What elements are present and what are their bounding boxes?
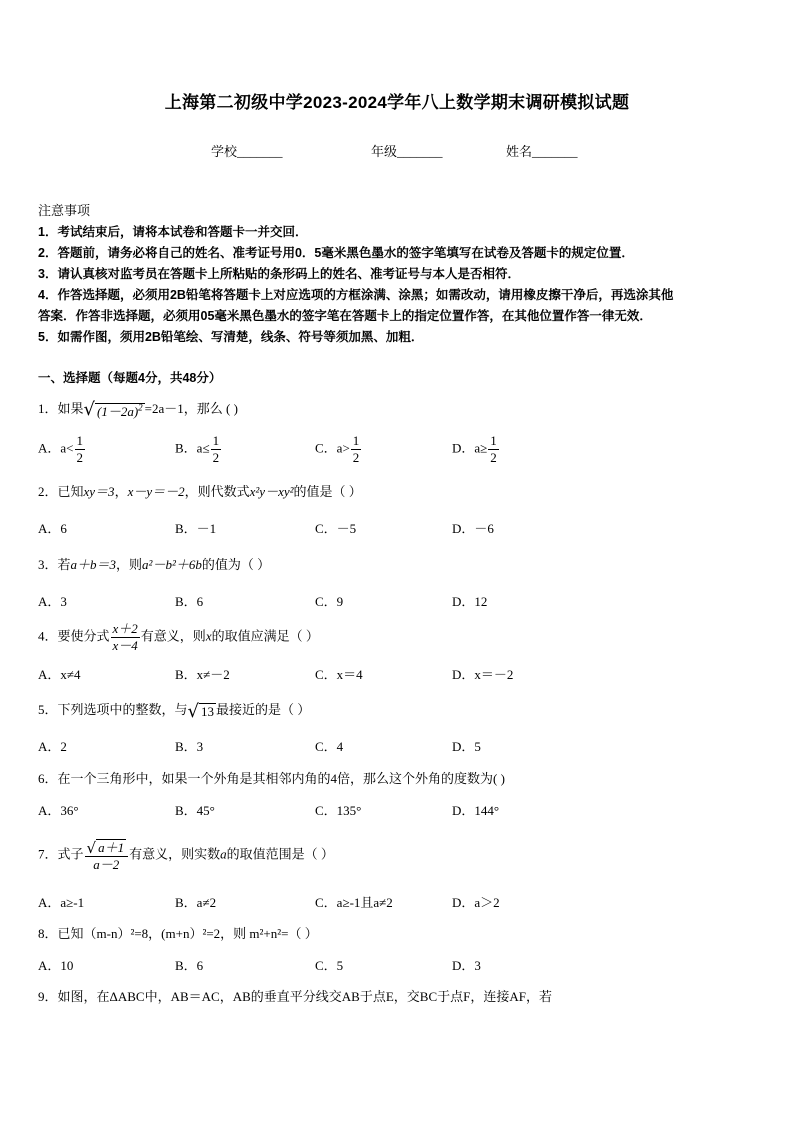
q4-option-d[interactable]: D．x＝－2 [452,667,514,682]
q6-option-b[interactable]: B．45° [175,803,215,818]
q2-option-a[interactable]: A．6 [38,521,67,536]
section-heading: 一、选择题（每题4分，共48分） [38,371,222,385]
q6-option-d[interactable]: D．144° [452,803,500,818]
q8-option-c[interactable]: C．5 [315,958,344,973]
q7-option-d[interactable]: D．a＞2 [452,895,500,910]
q7-option-a[interactable]: A．a≥-1 [38,895,85,910]
question-3: 3．若a＋b＝3，则a²－b²＋6b的值为（ ） [38,557,271,572]
q5-option-c[interactable]: C．4 [315,739,344,754]
notice-item-1: 1．考试结束后，请将本试卷和答题卡一并交回． [38,225,308,239]
q4-option-a[interactable]: A．x≠4 [38,667,81,682]
q2-option-d[interactable]: D．－6 [452,521,494,536]
q6-option-c[interactable]: C．135° [315,803,362,818]
q1-option-d[interactable]: D．a≥ $\frac{1}{2}$ [452,433,497,465]
q1-option-b[interactable]: B．a≤ $\frac{1}{2}$ [175,433,220,465]
q5-option-a[interactable]: A．2 [38,739,67,754]
question-9: 9．如图，在ΔABC中，AB＝AC，AB的垂直平分线交AB于点E，交BC于点F，连接AF，若 [38,989,552,1004]
grade-field[interactable]: 年级_______ [371,144,443,159]
notice-item-4: 4．作答选择题，必须用2B铅笔将答题卡上对应选项的方框涂满、涂黑；如需改动，请用橡皮擦干净后，再选涂其他 [38,288,674,302]
page-title: 上海第二初级中学2023-2024学年八上数学期末调研模拟试题 [164,93,630,112]
sqrt-expression: √ $(1-2a)^2$ [83,399,143,421]
question-6: 6．在一个三角形中，如果一个外角是其相邻内角的4倍，那么这个外角的度数为( ) [38,771,505,786]
q8-option-b[interactable]: B．6 [175,958,204,973]
question-7: 7．式子 $\frac{√ a+1}{a-2}$ 有意义，则实数a的取值范围是（ ） [38,838,334,872]
notice-item-5: 5．如需作图，须用2B铅笔绘、写清楚，线条、符号等须加黑、加粗． [38,330,424,344]
q3-option-b[interactable]: B．6 [175,594,204,609]
q1-option-c[interactable]: C．a> $\frac{1}{2}$ [315,433,360,465]
sqrt-expression: √ 13 [187,700,214,722]
q2-option-b[interactable]: B．－1 [175,521,217,536]
question-8: 8．已知（m-n）²=8，(m+n）²=2，则 m²+n²=（ ） [38,926,318,941]
q6-option-a[interactable]: A．36° [38,803,79,818]
q5-option-b[interactable]: B．3 [175,739,204,754]
question-4: 4．要使分式 $\frac{x+2}{x-4}$ 有意义，则x的取值应满足（ ） [38,621,319,653]
school-field[interactable]: 学校_______ [211,144,283,159]
question-2: 2．已知xy＝3，x－y＝－2，则代数式x²y－xy²的值是（ ） [38,484,362,499]
q3-option-a[interactable]: A．3 [38,594,67,609]
q8-option-a[interactable]: A．10 [38,958,74,973]
notice-item-3: 3．请认真核对监考员在答题卡上所粘贴的条形码上的姓名、准考证号与本人是否相符． [38,267,520,281]
q7-option-b[interactable]: B．a≠2 [175,895,217,910]
q8-option-d[interactable]: D．3 [452,958,481,973]
question-5: 5．下列选项中的整数，与√ 13 最接近的是（ ） [38,700,311,722]
notice-item-4-cont: 答案．作答非选择题，必须用05毫米黑色墨水的签字笔在答题卡上的指定位置作答，在其他位置作答一律无效． [38,309,652,323]
name-field[interactable]: 姓名_______ [506,144,578,159]
q4-option-c[interactable]: C．x＝4 [315,667,363,682]
q3-option-d[interactable]: D．12 [452,594,488,609]
q1-option-a[interactable]: A．a< $\frac{1}{2}$ [38,433,83,465]
notice-heading: 注意事项 [38,203,91,218]
q2-option-c[interactable]: C．－5 [315,521,357,536]
q4-option-b[interactable]: B．x≠－2 [175,667,230,682]
question-1: 1．如果√ $(1-2a)^2 =2a-1$，那么 ( ) [38,399,238,421]
q3-option-c[interactable]: C．9 [315,594,344,609]
q7-option-c[interactable]: C．a≥-1且a≠2 [315,895,393,910]
notice-item-2: 2．答题前，请务必将自己的姓名、准考证号用0．5毫米黑色墨水的签字笔填写在试卷及答题卡的规定位置． [38,246,634,260]
q5-option-d[interactable]: D．5 [452,739,481,754]
